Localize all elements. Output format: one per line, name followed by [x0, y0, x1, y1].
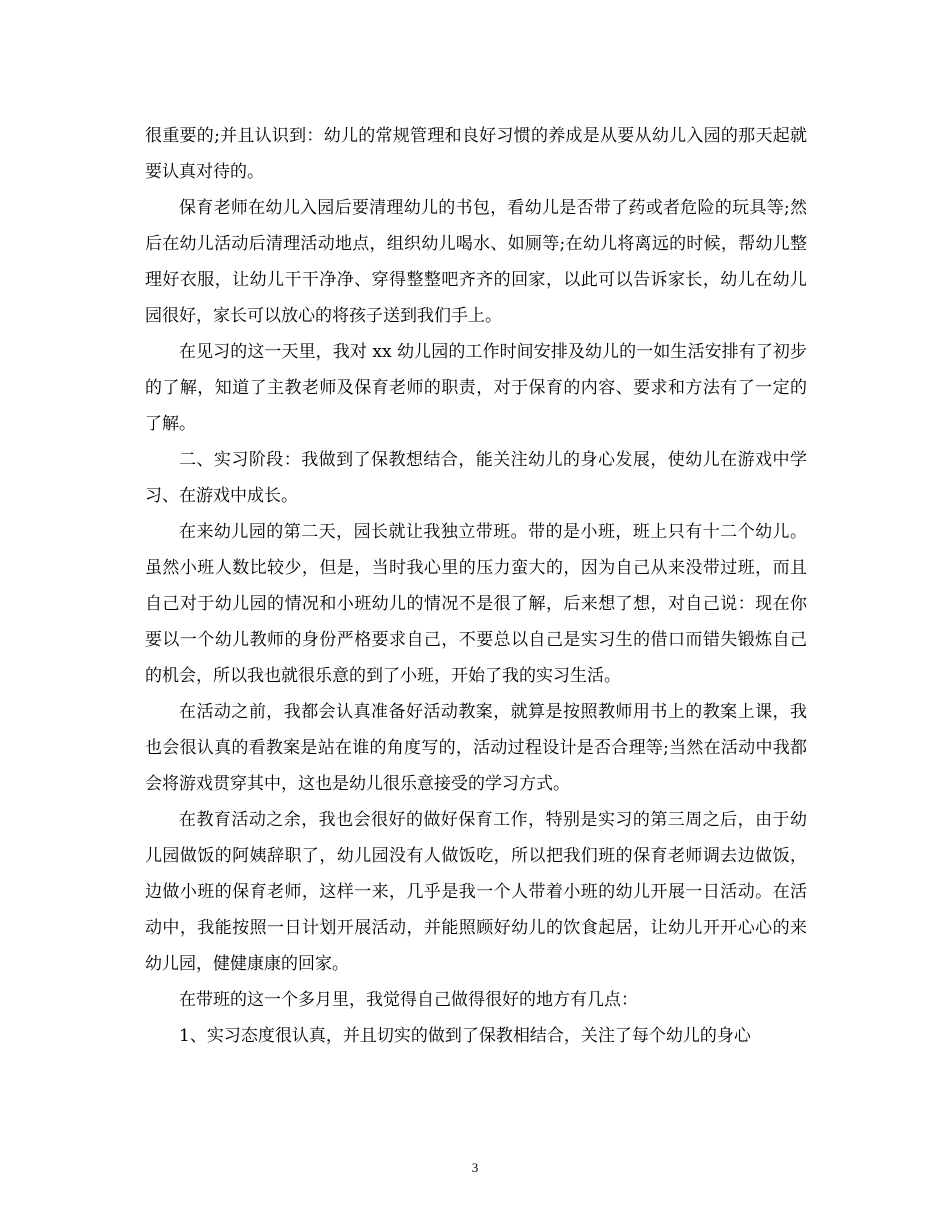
paragraph-6: 在活动之前，我都会认真准备好活动教案，就算是按照教师用书上的教案上课，我也会很认真的看教案是站在谁的角度写的，活动过程设计是否合理等;当然在活动中我都会将游戏贯穿其中，这也是幼儿很乐意接受的学习方式。: [145, 702, 807, 794]
paragraph-3: 在见习的这一天里，我对 xx 幼儿园的工作时间安排及幼儿的一如生活安排有了初步的了解，知道了主教老师及保育老师的职责，对于保育的内容、要求和方法有了一定的了解。: [145, 342, 807, 434]
paragraph-5: 在来幼儿园的第二天，园长就让我独立带班。带的是小班，班上只有十二个幼儿。虽然小班人数比较少，但是，当时我心里的压力蛮大的，因为自己从来没带过班，而且自己对于幼儿园的情况和小班幼儿的情况不是很了解，后来想了想，对自己说：现在你要以一个幼儿教师的身份严格要求自己，不要总以自己是实习生的借口而错失锻炼自己的机会，所以我也就很乐意的到了小班，开始了我的实习生活。: [145, 522, 807, 686]
paragraph-4: 二、实习阶段：我做到了保教想结合，能关注幼儿的身心发展，使幼儿在游戏中学习、在游戏中成长。: [145, 450, 807, 506]
paragraph-9: 1、实习态度很认真，并且切实的做到了保教相结合，关注了每个幼儿的身心: [179, 1026, 751, 1046]
paragraph-1: 很重要的;并且认识到：幼儿的常规管理和良好习惯的养成是从要从幼儿入园的那天起就要认真对待的。: [145, 126, 807, 182]
paragraph-7: 在教育活动之余，我也会很好的做好保育工作，特别是实习的第三周之后，由于幼儿园做饭的阿姨辞职了，幼儿园没有人做饭吃，所以把我们班的保育老师调去边做饭，边做小班的保育老师，这样一来，几乎是我一个人带着小班的幼儿开展一日活动。在活动中，我能按照一日计划开展活动，并能照顾好幼儿的饮食起居，让幼儿开开心心的来幼儿园，健健康康的回家。: [145, 810, 807, 974]
paragraph-8: 在带班的这一个多月里，我觉得自己做得很好的地方有几点：: [179, 990, 638, 1010]
page-number: 3: [471, 1160, 479, 1175]
document-body: [145, 118, 807, 1054]
paragraph-2: 保育老师在幼儿入园后要清理幼儿的书包，看幼儿是否带了药或者危险的玩具等;然后在幼儿活动后清理活动地点，组织幼儿喝水、如厕等;在幼儿将离远的时候，帮幼儿整理好衣服，让幼儿干干净净、穿得整整吧齐齐的回家，以此可以告诉家长，幼儿在幼儿园很好，家长可以放心的将孩子送到我们手上。: [145, 198, 807, 326]
